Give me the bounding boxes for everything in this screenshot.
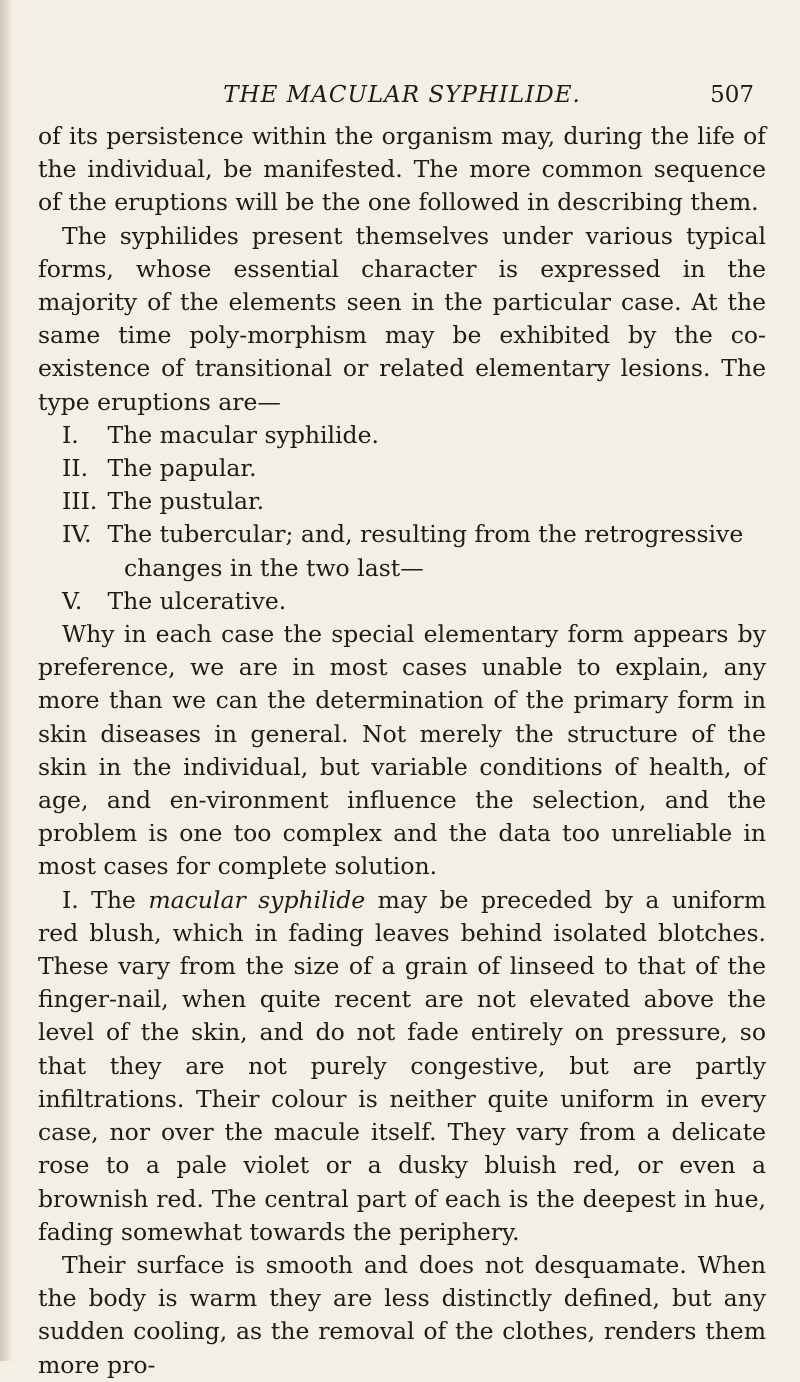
running-head: THE MACULAR SYPHILIDE. [223,82,581,108]
list-item-continuation: changes in the two last— [124,553,424,582]
list-item [38,419,766,452]
list-item-text: The pustular. [107,487,265,516]
list-item-number: IV. [62,520,92,549]
page-body [38,120,766,1382]
emphasized-term: macular syphilide [148,885,366,914]
list-item-number: II. [62,454,89,483]
paragraph-surface: Their surface is smooth and does not desquamate. When the body is warm they are less distinctly defined, but any sudden cooling, as the removal of the clothes, renders them more pro- [38,1250,766,1379]
list-item-number: III. [62,487,98,516]
list-item [38,518,766,584]
paragraph-syphilides: The syphilides present themselves under various typical forms, whose essential character is expressed in the majority of the elements seen in the particular case. At the same time poly-morphism may be exhibited by the co-existence of transitional or related elementary lesions. The type eruptions are— [38,221,766,416]
list-item [38,452,766,485]
page-gutter-shadow [0,0,14,1361]
list-item-text: The tubercular; and, resulting from the retrogressive [107,520,744,549]
eruption-type-list [38,419,766,618]
list-item [38,485,766,518]
list-item-text: The macular syphilide. [107,420,379,449]
paragraph-macular-syphilide [38,884,766,1249]
list-item-number: I. [62,420,79,449]
book-page [38,78,766,1382]
page-number: 507 [710,82,754,108]
paragraph-lead: I. The [62,885,149,914]
page-header [38,78,766,114]
list-item [38,585,766,618]
list-item-text: The ulcerative. [107,586,287,615]
paragraph-rest: may be preceded by a uniform red blush, which in fading leaves behind isolated blotches. These vary from the size of a grain of linseed to that of the finger-nail, when quite recent are not elevated above the level of the skin, and do not fade entirely on pressure, so that they are not purely congestive, but are partly infiltrations. Their colour is neither quite uniform in every case, nor over the macule itself. They vary from a delicate rose to a pale violet or a dusky bluish red, or even a brownish red. The central part of each is the deepest in hue, fading somewhat towards the periphery. [38,885,766,1246]
list-item-text: The papular. [107,454,257,483]
paragraph-persistence: of its persistence within the organism may, during the life of the individual, be manifested. The more common sequence of the eruptions will be the one followed in describing them. [38,122,766,217]
paragraph-why: Why in each case the special elementary form appears by preference, we are in most cases unable to explain, any more than we can the determination of the primary form in skin diseases in general. Not merely the structure of the skin in the individual, but variable conditions of health, of age, and en-vironment influence the selection, and the problem is one too complex and the data too unreliable in most cases for complete solution. [38,620,766,881]
list-item-number: V. [62,586,83,615]
